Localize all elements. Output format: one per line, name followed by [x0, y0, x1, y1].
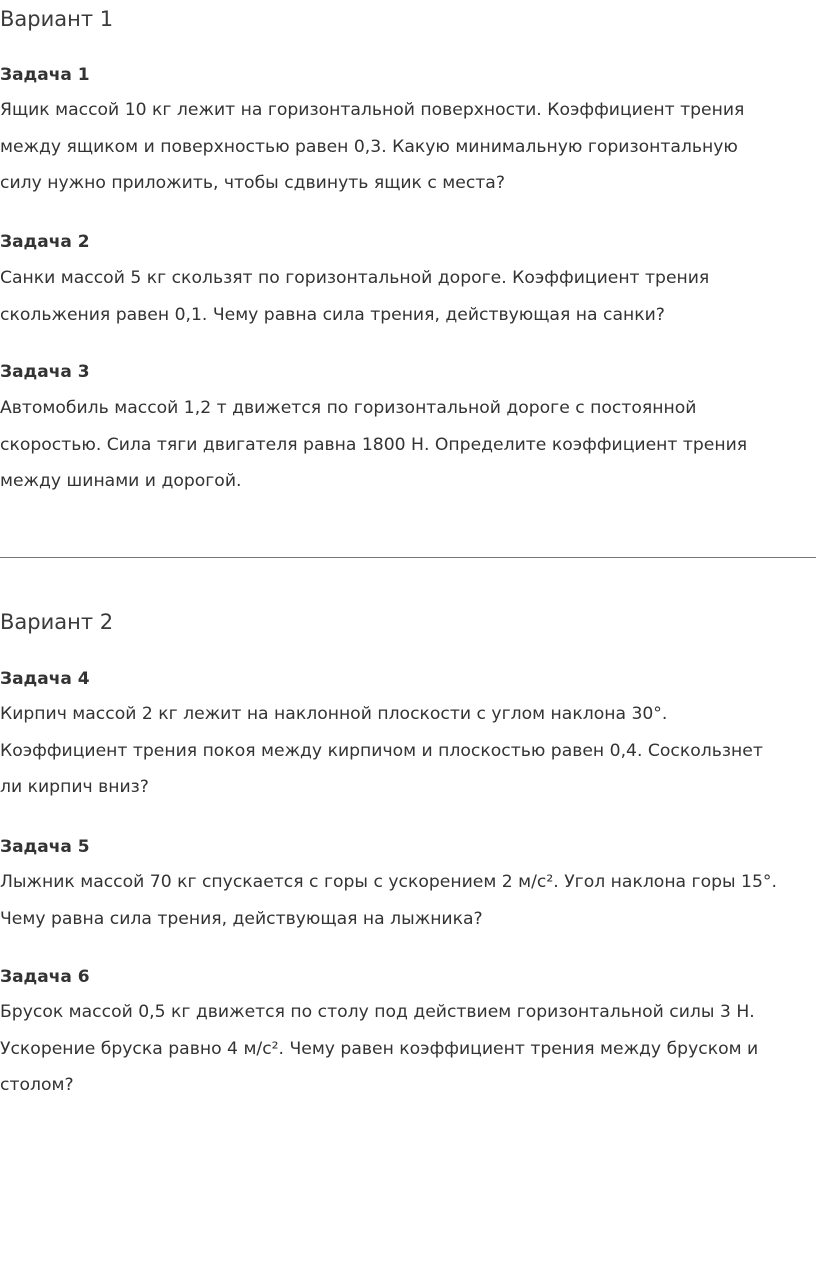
task-1-line: между ящиком и поверхностью равен 0,3. Какую минимальную горизонтальную	[0, 136, 738, 157]
variant-1-title: Вариант 1	[0, 7, 114, 31]
task-5-line: Чему равна сила трения, действующая на лыжника?	[0, 908, 483, 929]
task-3-line: скоростью. Сила тяги двигателя равна 1800 Н. Определите коэффициент трения	[0, 434, 748, 455]
task-6-line: Брусок массой 0,5 кг движется по столу под действием горизонтальной силы 3 Н.	[0, 1002, 755, 1022]
section-divider	[0, 557, 816, 558]
task-4-line: Коэффициент трения покоя между кирпичом и плоскостью равен 0,4. Соскользнет	[0, 740, 763, 761]
task-2-line: Санки массой 5 кг скользят по горизонтальной дороге. Коэффициент трения	[0, 268, 710, 288]
task-6-text	[0, 994, 814, 1104]
task-6-line: столом?	[0, 1075, 74, 1095]
task-5-line: Лыжник массой 70 кг спускается с горы с ускорением 2 м/с². Угол наклона горы 15°.	[0, 872, 777, 892]
task-5-title: Задача 5	[0, 837, 90, 857]
task-3-line: Автомобиль массой 1,2 т движется по горизонтальной дороге с постоянной	[0, 398, 697, 418]
task-6-line: Ускорение бруска равно 4 м/с². Чему равен коэффициент трения между бруском и	[0, 1038, 759, 1059]
task-4-text	[0, 696, 814, 806]
task-5-text	[0, 864, 814, 937]
task-2-title: Задача 2	[0, 232, 90, 252]
task-3-title: Задача 3	[0, 362, 90, 382]
task-4-line: ли кирпич вниз?	[0, 777, 149, 797]
task-1-text	[0, 92, 814, 202]
task-6-title: Задача 6	[0, 967, 90, 987]
task-2-text	[0, 260, 814, 333]
task-4-line: Кирпич массой 2 кг лежит на наклонной плоскости с углом наклона 30°.	[0, 704, 668, 724]
task-3-line: между шинами и дорогой.	[0, 471, 242, 491]
task-4-title: Задача 4	[0, 669, 90, 689]
task-1-line: силу нужно приложить, чтобы сдвинуть ящик с места?	[0, 173, 505, 193]
task-1-line: Ящик массой 10 кг лежит на горизонтальной поверхности. Коэффициент трения	[0, 100, 745, 120]
task-3-text	[0, 390, 814, 500]
variant-2-title: Вариант 2	[0, 610, 114, 634]
task-1-title: Задача 1	[0, 65, 90, 85]
task-2-line: скольжения равен 0,1. Чему равна сила трения, действующая на санки?	[0, 304, 665, 325]
